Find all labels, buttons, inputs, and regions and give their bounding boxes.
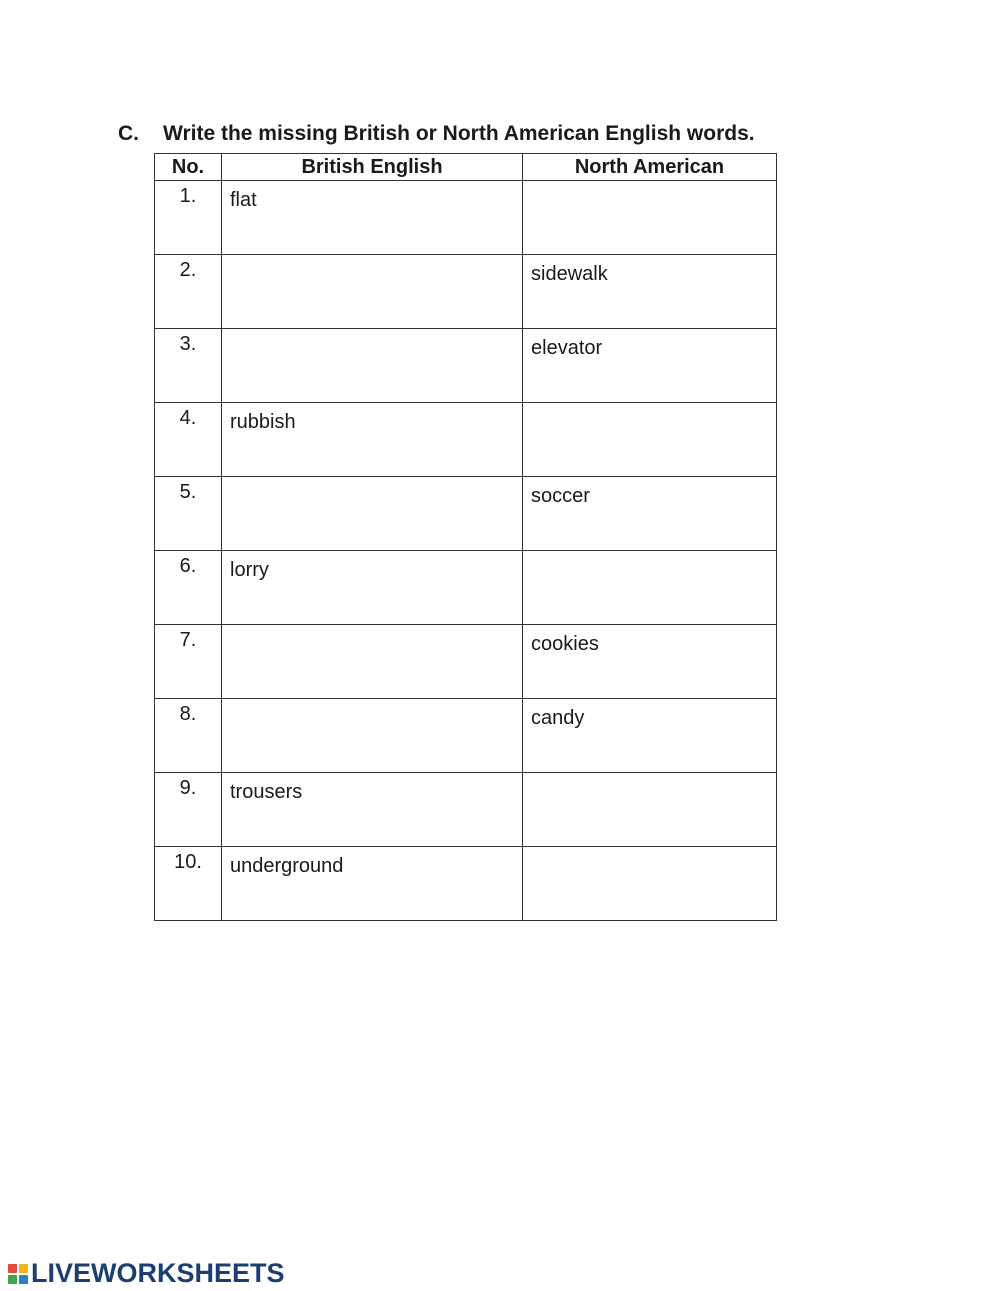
british-word-cell: underground bbox=[222, 847, 523, 921]
liveworksheets-brand[interactable] bbox=[8, 1258, 285, 1289]
row-number: 8. bbox=[155, 699, 222, 773]
british-word-cell: flat bbox=[222, 181, 523, 255]
american-word-cell: sidewalk bbox=[523, 255, 777, 329]
row-number: 3. bbox=[155, 329, 222, 403]
row-number: 5. bbox=[155, 477, 222, 551]
british-word-cell: lorry bbox=[222, 551, 523, 625]
american-word-cell: elevator bbox=[523, 329, 777, 403]
table-row bbox=[155, 773, 777, 847]
brand-name: LIVEWORKSHEETS bbox=[31, 1258, 285, 1288]
logo-tile-red bbox=[8, 1264, 17, 1273]
logo-tile-yellow bbox=[19, 1264, 28, 1273]
american-answer-cell[interactable] bbox=[523, 181, 777, 255]
british-word-cell: trousers bbox=[222, 773, 523, 847]
instruction-text: Write the missing British or North American English words. bbox=[163, 122, 755, 145]
table-row bbox=[155, 551, 777, 625]
american-answer-cell[interactable] bbox=[523, 847, 777, 921]
table-row bbox=[155, 255, 777, 329]
table-row bbox=[155, 847, 777, 921]
section-letter: C. bbox=[118, 122, 139, 145]
column-header-british: British English bbox=[222, 154, 523, 181]
row-number: 6. bbox=[155, 551, 222, 625]
american-word-cell: candy bbox=[523, 699, 777, 773]
british-answer-cell[interactable] bbox=[222, 625, 523, 699]
british-answer-cell[interactable] bbox=[222, 329, 523, 403]
table-row bbox=[155, 181, 777, 255]
american-word-cell: cookies bbox=[523, 625, 777, 699]
word-table bbox=[154, 153, 777, 921]
american-answer-cell[interactable] bbox=[523, 773, 777, 847]
british-answer-cell[interactable] bbox=[222, 477, 523, 551]
row-number: 2. bbox=[155, 255, 222, 329]
british-word-cell: rubbish bbox=[222, 403, 523, 477]
column-header-american: North American bbox=[523, 154, 777, 181]
liveworksheets-logo-icon bbox=[8, 1264, 28, 1284]
column-header-no: No. bbox=[155, 154, 222, 181]
row-number: 1. bbox=[155, 181, 222, 255]
table-row bbox=[155, 625, 777, 699]
logo-tile-green bbox=[8, 1275, 17, 1284]
american-answer-cell[interactable] bbox=[523, 551, 777, 625]
instruction-heading bbox=[118, 122, 755, 146]
logo-tile-blue bbox=[19, 1275, 28, 1284]
table-row bbox=[155, 329, 777, 403]
table-row bbox=[155, 403, 777, 477]
british-answer-cell[interactable] bbox=[222, 699, 523, 773]
american-word-cell: soccer bbox=[523, 477, 777, 551]
table-row bbox=[155, 699, 777, 773]
row-number: 4. bbox=[155, 403, 222, 477]
row-number: 7. bbox=[155, 625, 222, 699]
british-answer-cell[interactable] bbox=[222, 255, 523, 329]
row-number: 10. bbox=[155, 847, 222, 921]
table-header-row bbox=[155, 154, 777, 181]
table-row bbox=[155, 477, 777, 551]
american-answer-cell[interactable] bbox=[523, 403, 777, 477]
row-number: 9. bbox=[155, 773, 222, 847]
